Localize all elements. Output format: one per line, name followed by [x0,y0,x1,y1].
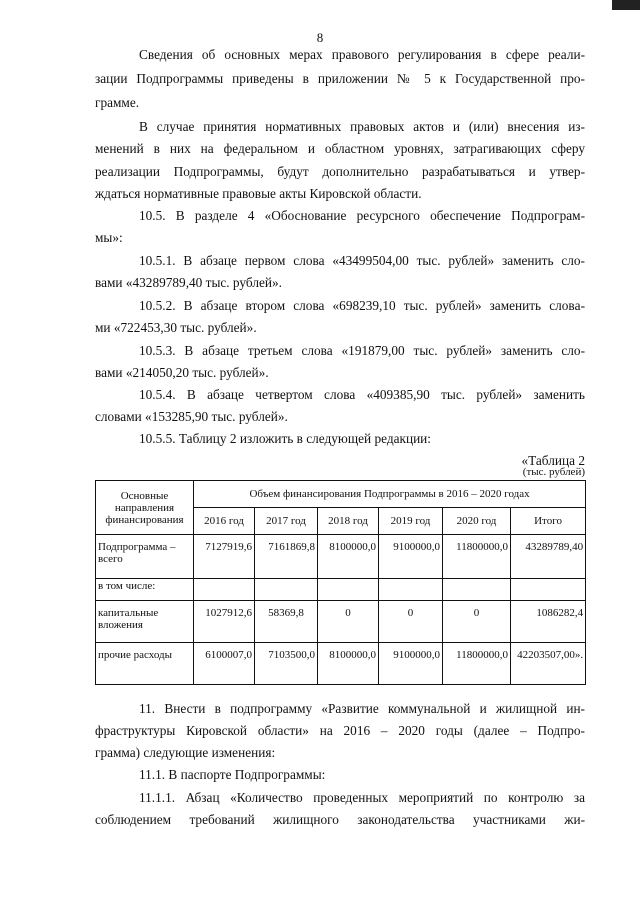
cell: 11800000,0 [443,643,511,685]
cell: 0 [379,601,443,643]
paragraph-line: 10.5.4. В абзаце четвертом слова «409385,90 тыс. рублей» заменить [139,387,585,402]
paragraph-line: реализации Подпрограммы, будут дополнительно разрабатываться и утвер- [95,164,585,179]
paragraph-line: словами «153285,90 тыс. рублей». [95,409,288,424]
cell: 42203507,00». [511,643,586,685]
year-header: 2019 год [379,508,443,535]
cell [379,579,443,601]
cell [255,579,318,601]
header-left: Основные направления финансирования [96,481,194,535]
paragraph-line: 10.5.2. В абзаце втором слова «698239,10 тыс. рублей» заменить словa- [139,298,585,313]
cell: 7103500,0 [255,643,318,685]
cell: 8100000,0 [318,535,379,579]
paragraph-line: менений в них на федеральном и областном уровнях, затрагивающих сферу [95,141,585,156]
paragraph-line: Сведения об основных мерах правового регулирования в сфере реали- [139,47,585,62]
table-row [96,643,586,685]
cell: 0 [443,601,511,643]
row-label: в том числе: [96,579,194,601]
scan-corner-mark [612,0,640,10]
paragraph-line: фраструктуры Кировской области» на 2016 – 2020 годы (далее – Подпро- [95,723,585,738]
cell: 0 [318,601,379,643]
table-unit: (тыс. рублей) [522,466,585,478]
cell: 7127919,6 [194,535,255,579]
paragraph-line: 10.5. В разделе 4 «Обоснование ресурсного обеспечение Подпрограм- [139,208,585,223]
table-caption: «Таблица 2 [521,453,585,468]
table-row [96,601,586,643]
row-label: Подпрограмма – всего [96,535,194,579]
cell: 58369,8 [255,601,318,643]
financing-table [95,480,586,685]
table-row [96,579,586,601]
cell: 43289789,40 [511,535,586,579]
paragraph-line: 11. Внести в подпрограмму «Развитие коммунальной и жилищной ин- [139,701,585,716]
cell [318,579,379,601]
paragraph-line: вами «214050,20 тыс. рублей». [95,365,269,380]
cell [443,579,511,601]
cell [194,579,255,601]
cell: 9100000,0 [379,643,443,685]
cell: 9100000,0 [379,535,443,579]
table-row [96,535,586,579]
paragraph-line: вами «43289789,40 тыс. рублей». [95,275,282,290]
cell: 1027912,6 [194,601,255,643]
paragraph-line: 11.1.1. Абзац «Количество проведенных мероприятий по контролю за [139,790,585,805]
paragraph-line: 10.5.5. Таблицу 2 изложить в следующей редакции: [139,431,431,446]
year-header: 2016 год [194,508,255,535]
cell [511,579,586,601]
row-label: прочие расходы [96,643,194,685]
paragraph-line: соблюдением требований жилищного законодательства участниками жи- [95,812,585,827]
row-label: капитальные вложения [96,601,194,643]
page-number: 8 [316,30,324,45]
year-header: 2020 год [443,508,511,535]
paragraph-line: грамма) следующие изменения: [95,745,276,760]
cell: 7161869,8 [255,535,318,579]
paragraph-line: ждаться нормативные правовые акты Кировской области. [95,186,422,201]
paragraph-line: В случае принятия нормативных правовых актов и (или) внесения из- [139,119,585,134]
paragraph-line: ми «722453,30 тыс. рублей». [95,320,257,335]
year-header: 2017 год [255,508,318,535]
paragraph-line: зации Подпрограммы приведены в приложении № 5 к Государственной про- [95,71,585,86]
cell: 11800000,0 [443,535,511,579]
cell: 8100000,0 [318,643,379,685]
paragraph-line: грамме. [95,95,140,110]
cell: 6100007,0 [194,643,255,685]
cell: 1086282,4 [511,601,586,643]
paragraph-line: 10.5.3. В абзаце третьем слова «191879,00 тыс. рублей» заменить сло- [139,343,585,358]
paragraph-line: 11.1. В паспорте Подпрограммы: [139,767,326,782]
paragraph-line: мы»: [95,230,123,245]
paragraph-line: 10.5.1. В абзаце первом слова «43499504,00 тыс. рублей» заменить сло- [139,253,585,268]
header-group: Объем финансирования Подпрограммы в 2016 – 2020 годах [194,481,586,508]
year-header: 2018 год [318,508,379,535]
total-header: Итого [511,508,586,535]
